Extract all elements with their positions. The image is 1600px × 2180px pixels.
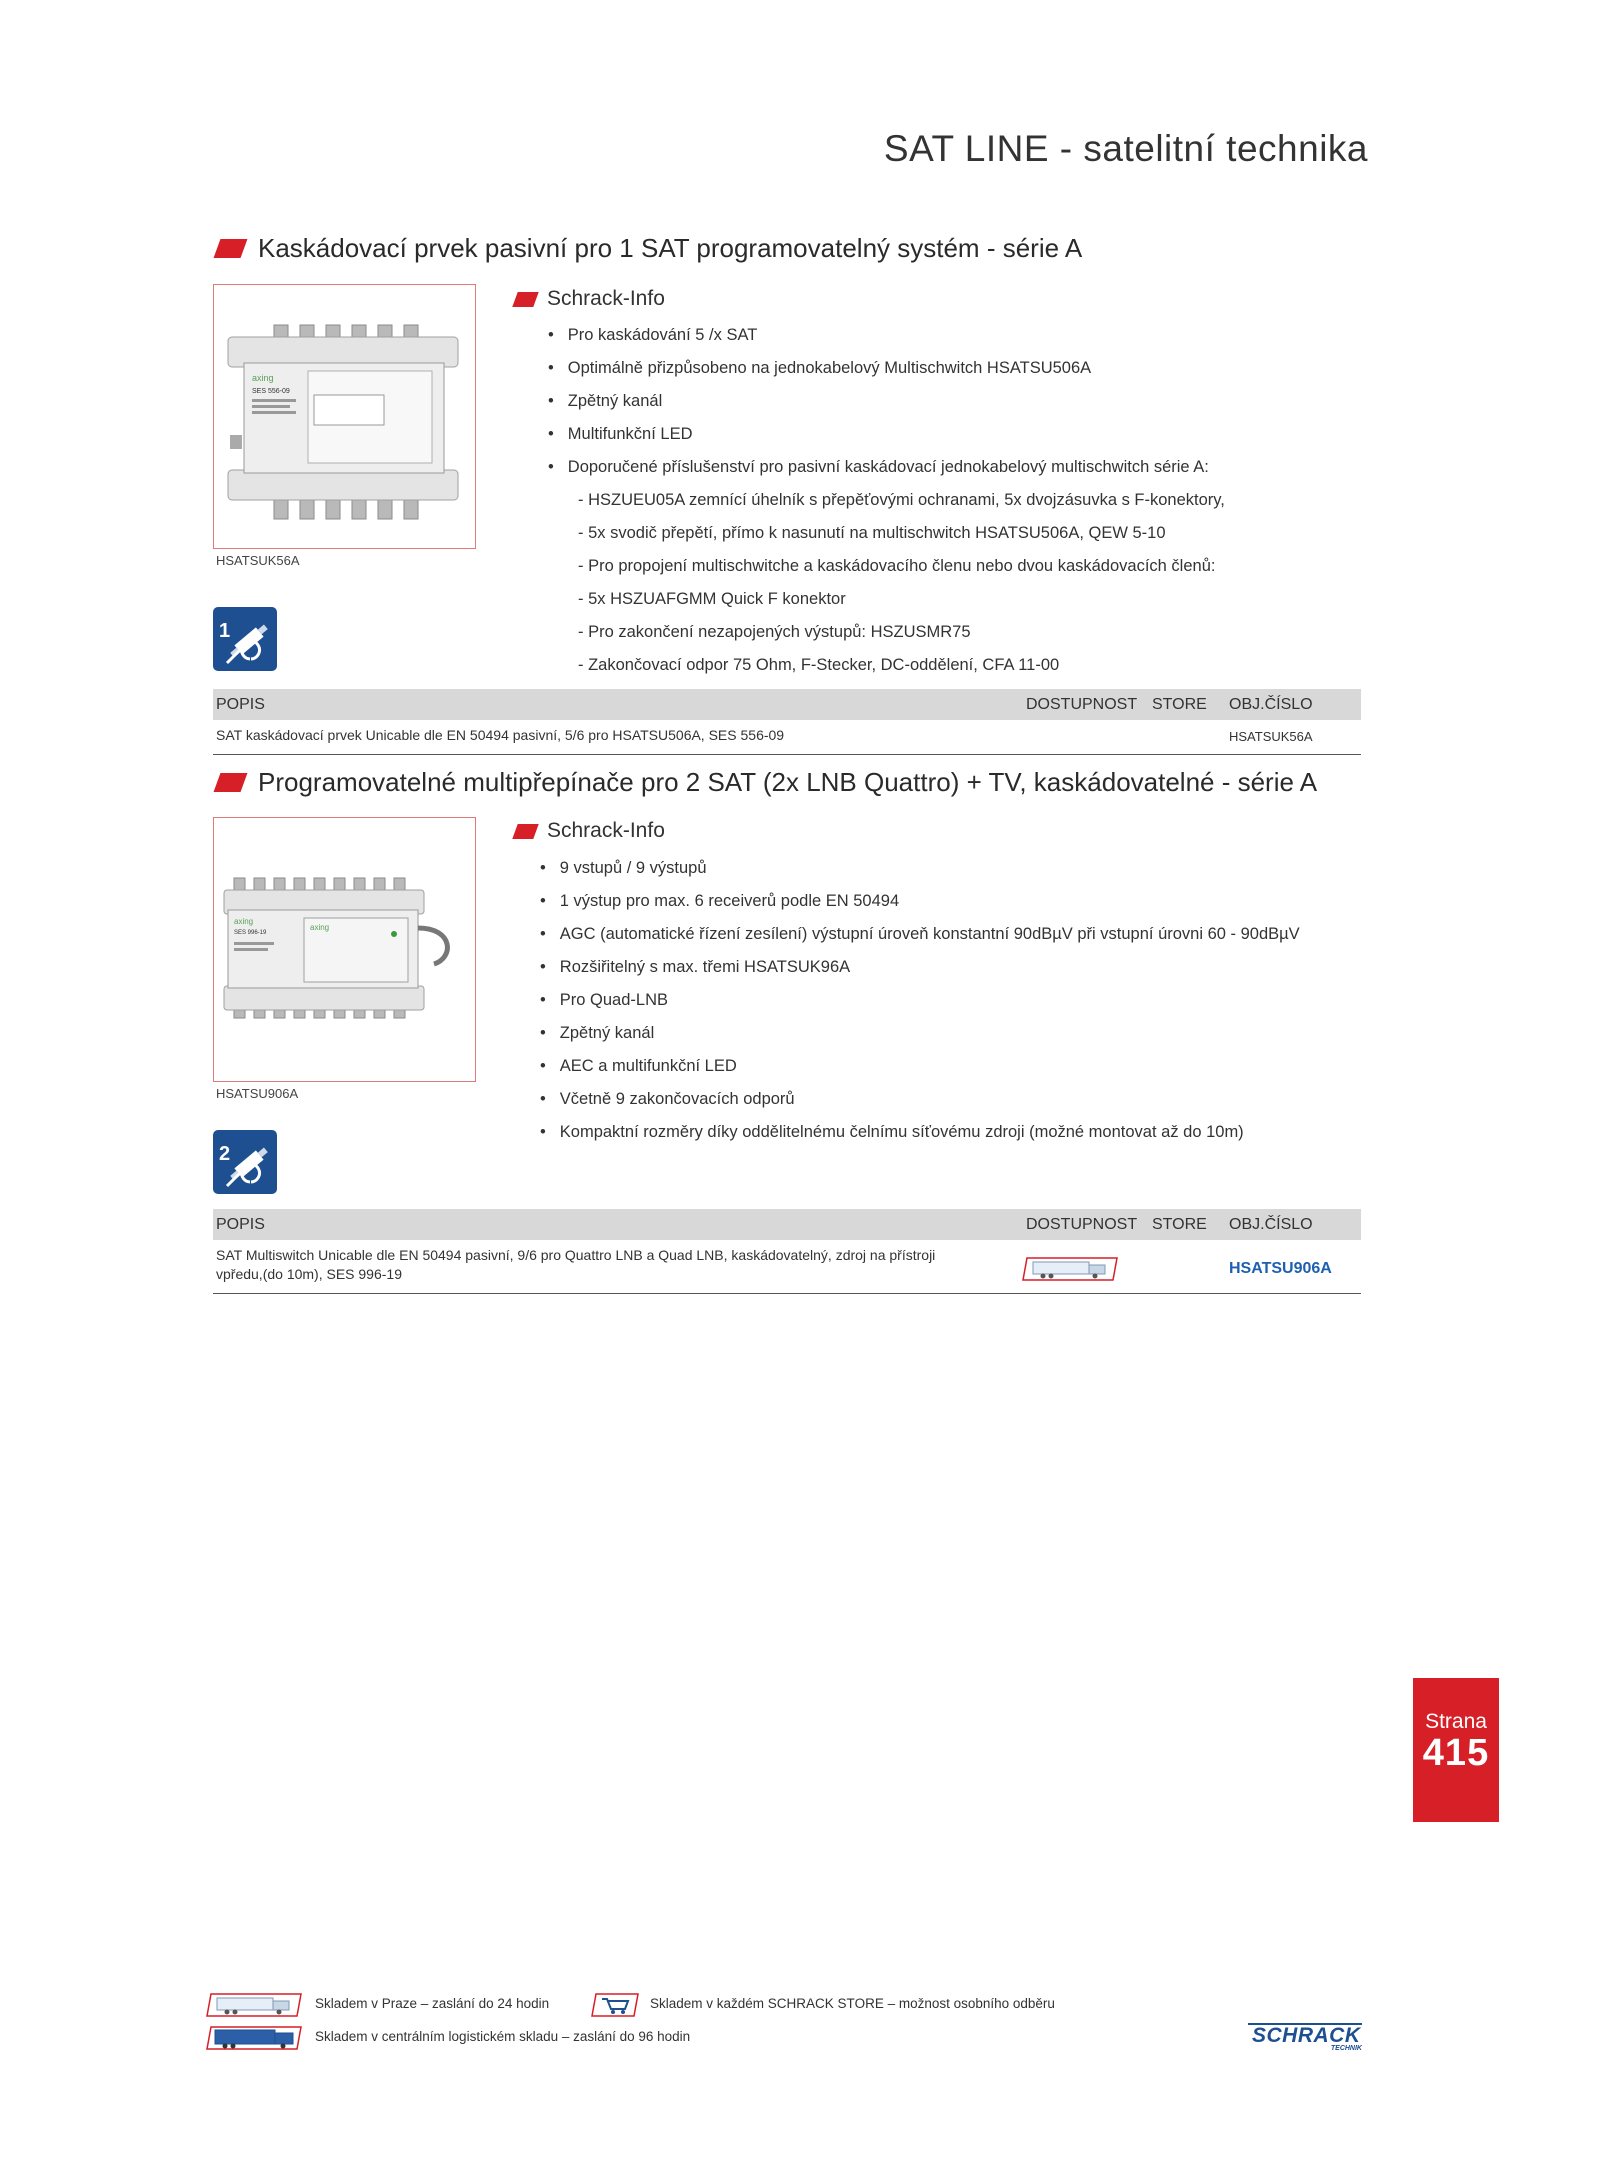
- page-number-tab: [1413, 1678, 1499, 1822]
- section-heading-text: Programovatelné multipřepínače pro 2 SAT (2x LNB Quattro) + TV, kaskádovatelné - série A: [258, 767, 1318, 797]
- table-row: [213, 720, 1361, 755]
- list-item: • AEC a multifunkční LED: [540, 1050, 1300, 1083]
- table-header: [213, 689, 1361, 720]
- page-title: SAT LINE - satelitní technika: [883, 128, 1368, 169]
- svg-text:2: 2: [219, 1143, 231, 1165]
- product-image-1: [213, 284, 476, 549]
- list-item: • Zpětný kanál: [548, 385, 1225, 418]
- shopping-cart-icon: [590, 1992, 640, 2023]
- list-item: • Multifunkční LED: [548, 418, 1225, 451]
- col-obj-cislo: OBJ.ČÍSLO: [1229, 1216, 1313, 1233]
- product-link[interactable]: HSATSU906A: [1229, 1260, 1332, 1277]
- page-label: Strana: [1425, 1710, 1487, 1733]
- svg-text:1: 1: [219, 620, 231, 642]
- table-header: [213, 1209, 1361, 1240]
- multiswitch-image: [214, 818, 475, 1081]
- truck-central-icon: [205, 2025, 303, 2056]
- page-number: 415: [1422, 1732, 1490, 1774]
- list-item: • 9 vstupů / 9 výstupů: [540, 852, 1300, 885]
- legend-text: Skladem v Praze – zaslání do 24 hodin: [315, 1996, 550, 2011]
- logo-main: SCHRACK: [1248, 2023, 1362, 2047]
- red-bullet-icon: [512, 292, 538, 307]
- col-dostupnost: DOSTUPNOST: [1026, 1216, 1138, 1233]
- schrack-logo: [1248, 2023, 1362, 2059]
- section-heading-text: Kaskádovací prvek pasivní pro 1 SAT programovatelný systém - série A: [258, 233, 1083, 263]
- list-item: • 1 výstup pro max. 6 receiverů podle EN 50494: [540, 885, 1300, 918]
- product-table-2: [213, 1209, 1361, 1294]
- list-item: • Optimálně přizpůsobeno na jednokabelový Multischwitch HSATSU506A: [548, 352, 1225, 385]
- list-item: - Zakončovací odpor 75 Ohm, F-Stecker, DC-oddělení, CFA 11-00: [578, 656, 1060, 674]
- product-table-1: [213, 689, 1361, 755]
- list-item: • Doporučené příslušenství pro pasivní kaskádovací jednokabelový multischwitch série A:: [548, 451, 1225, 484]
- svg-text:SES 996-19: SES 996-19: [234, 930, 267, 936]
- list-item: • Zpětný kanál: [540, 1017, 1300, 1050]
- truck-prague-icon: [205, 1992, 303, 2023]
- list-item: - HSZUEU05A zemnící úhelník s přepěťovými ochranami, 5x dvojzásuvka s F-konektory,: [578, 491, 1225, 509]
- red-bullet-icon: [512, 824, 538, 839]
- red-bullet-icon: [214, 239, 248, 258]
- list-item: • Pro Quad-LNB: [540, 984, 1300, 1017]
- table-row: [213, 1240, 1361, 1294]
- multiswitch-image: [214, 285, 475, 548]
- list-item: • Rozšiřitelný s max. třemi HSATSUK96A: [540, 951, 1300, 984]
- cell-popis-line1: SAT Multiswitch Unicable dle EN 50494 pasivní, 9/6 pro Quattro LNB a Quad LNB, kaskádovatelný, zdroj na přístroji: [216, 1247, 936, 1263]
- product-image-2: [213, 817, 476, 1082]
- section-heading-1: [213, 233, 1082, 264]
- cell-popis-line2: vpředu,(do 10m), SES 996-19: [216, 1266, 402, 1282]
- image-caption-1: HSATSUK56A: [216, 553, 300, 568]
- list-item: - Pro propojení multischwitche a kaskádovacího členu nebo dvou kaskádovacích členů:: [578, 557, 1216, 575]
- list-item: • Kompaktní rozměry díky oddělitelnému čelnímu síťovému zdroji (možné montovat až do 10m): [540, 1116, 1300, 1149]
- image-caption-2: HSATSU906A: [216, 1086, 299, 1101]
- schrack-info-heading-2: Schrack-Info: [511, 819, 665, 843]
- list-item: • AGC (automatické řízení zesílení) výstupní úroveň konstantní 90dBµV při vstupní úrovni 60 - 90dBµV: [540, 918, 1300, 951]
- legend-text: Skladem v každém SCHRACK STORE – možnost osobního odběru: [650, 1996, 1055, 2011]
- svg-text:axing: axing: [310, 923, 330, 932]
- list-item: • Včetně 9 zakončovacích odporů: [540, 1083, 1300, 1116]
- list-item: - Pro zakončení nezapojených výstupů: HSZUSMR75: [578, 623, 971, 641]
- svg-text:axing: axing: [234, 917, 254, 926]
- schrack-info-heading-1: Schrack-Info: [511, 287, 665, 311]
- col-popis: POPIS: [216, 1216, 265, 1233]
- single-satellite-icon: [213, 607, 277, 671]
- legend-text: Skladem v centrálním logistickém skladu – zaslání do 96 hodin: [315, 2029, 691, 2044]
- col-store: STORE: [1152, 696, 1207, 713]
- cell-popis: SAT kaskádovací prvek Unicable dle EN 50494 pasivní, 5/6 pro HSATSU506A, SES 556-09: [216, 727, 785, 743]
- list-item: - 5x HSZUAFGMM Quick F konektor: [578, 590, 846, 608]
- col-popis: POPIS: [216, 696, 265, 713]
- red-bullet-icon: [214, 773, 248, 792]
- list-item: • Pro kaskádování 5 /x SAT: [548, 319, 1225, 352]
- info-list-1: [548, 319, 1225, 682]
- svg-text:SES 556-09: SES 556-09: [252, 388, 290, 395]
- truck-prague-icon: [1021, 1256, 1119, 1285]
- col-store: STORE: [1152, 1216, 1207, 1233]
- col-dostupnost: DOSTUPNOST: [1026, 696, 1138, 713]
- info-list-2: [540, 852, 1300, 1149]
- section-heading-2: [213, 767, 1317, 798]
- list-item: - 5x svodič přepětí, přímo k nasunutí na multischwitch HSATSU506A, QEW 5-10: [578, 524, 1166, 542]
- col-obj-cislo: OBJ.ČÍSLO: [1229, 696, 1313, 713]
- dual-satellite-icon: [213, 1130, 277, 1194]
- svg-text:axing: axing: [252, 373, 274, 383]
- logo-sub: TECHNIK: [1330, 2045, 1362, 2052]
- cell-obj-cislo: HSATSUK56A: [1229, 729, 1313, 744]
